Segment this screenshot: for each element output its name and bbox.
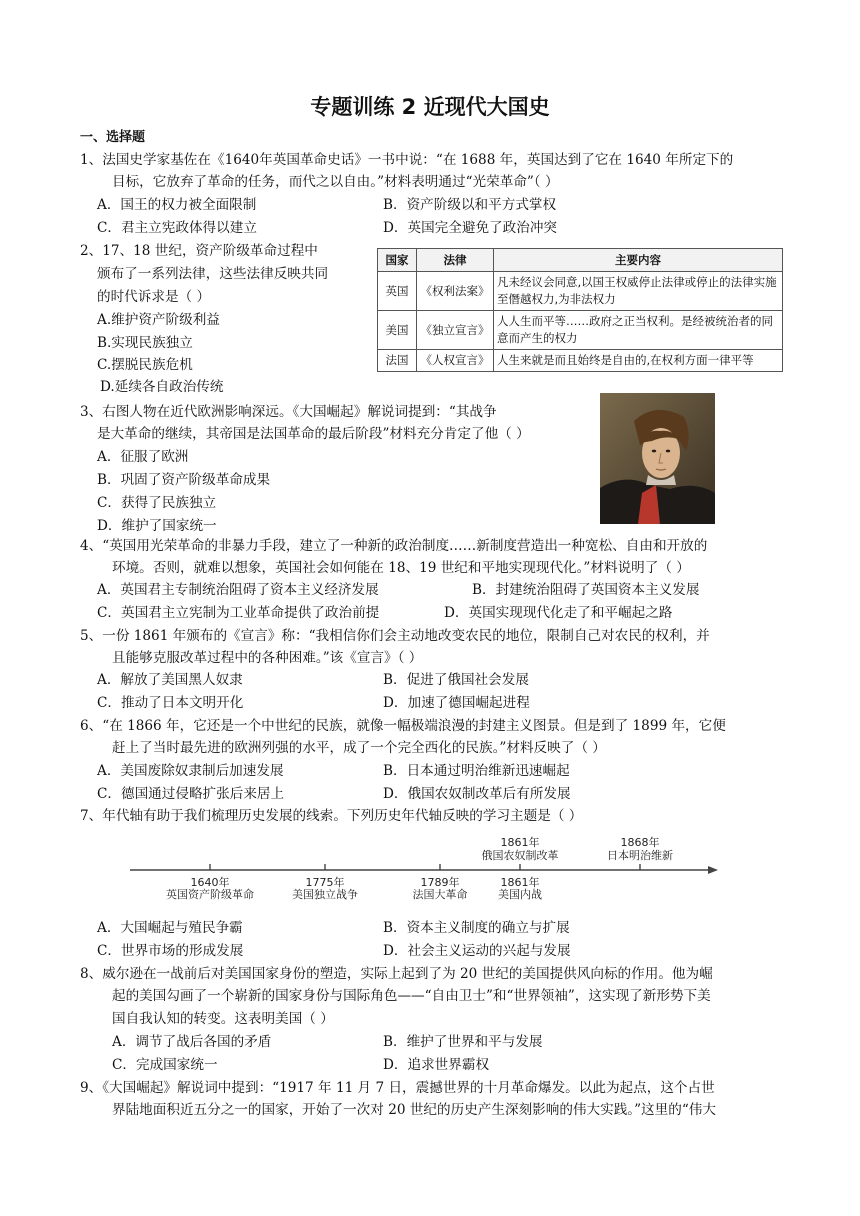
q2-stem-line2: 颁布了一系列法律，这些法律反映共同 xyxy=(97,266,329,282)
row-content: 凡未经议会同意,以国王权威停止法律或停止的法律实施至僭越权力,为非法权力 xyxy=(494,272,783,311)
row-country: 法国 xyxy=(378,350,417,372)
q8-stem-line2: 起的美国勾画了一个崭新的国家身份与国际角色——“自由卫士”和“世界领袖”，这实现了新形势下美 xyxy=(112,988,711,1004)
q2-option-c: C.摆脱民族危机 xyxy=(97,357,193,373)
timeline-year-1789: 1789年 xyxy=(420,876,460,889)
q8-option-a: A．调节了战后各国的矛盾 xyxy=(112,1034,272,1050)
section-heading: 一、选择题 xyxy=(80,130,146,145)
q3-option-d: D．维护了国家统一 xyxy=(97,518,217,534)
q8-stem-line1: 8、威尔逊在一战前后对美国国家身份的塑造，实际上起到了为 20 世纪的美国提供风向标的作用。他为崛 xyxy=(80,966,713,982)
napoleon-portrait xyxy=(600,393,715,524)
q4-option-c: C．英国君主立宪制为工业革命提供了政治前提 xyxy=(97,605,380,621)
q4-stem-line2: 环境。否则，就难以想象，英国社会如何能在 18、19 世纪和平地实现现代化。”材料说明了（ ） xyxy=(112,560,690,576)
q6-option-c: C．德国通过侵略扩张后来居上 xyxy=(97,786,285,802)
q8-option-d: D．追求世界霸权 xyxy=(383,1057,490,1073)
q2-option-d: D.延续各自政治传统 xyxy=(100,379,224,395)
law-table-header xyxy=(378,249,783,272)
row-law: 《人权宣言》 xyxy=(417,350,494,372)
q7-option-d: D．社会主义运动的兴起与发展 xyxy=(383,943,571,959)
q4-stem-line1: 4、“英国用光荣革命的非暴力手段，建立了一种新的政治制度……新制度营造出一种宽松、自由和开放的 xyxy=(80,538,708,554)
q1-option-b: B．资产阶级以和平方式掌权 xyxy=(383,197,557,213)
q8-option-c: C．完成国家统一 xyxy=(112,1057,218,1073)
header-country: 国家 xyxy=(378,249,417,272)
row-content: 人人生而平等……政府之正当权利。是经被统治者的同意而产生的权力 xyxy=(494,311,783,350)
q5-stem-line2: 且能够克服改革过程中的各种困难。”该《宣言》（ ） xyxy=(112,650,423,666)
timeline-event-1861-ru: 俄国农奴制改革 xyxy=(481,849,559,862)
q9-stem-line2: 界陆地面积近五分之一的国家，开始了一次对 20 世纪的历史产生深刻影响的伟大实践。”这里的“伟大 xyxy=(112,1102,716,1118)
q5-stem-line1: 5、一份 1861 年颁布的《宣言》称：“我相信你们会主动地改变农民的地位，限制自己对农民的权利，并 xyxy=(80,628,710,644)
q1-option-c: C．君主立宪政体得以建立 xyxy=(97,220,257,236)
q6-option-d: D．俄国农奴制改革后有所发展 xyxy=(383,786,571,802)
timeline-event-1775: 美国独立战争 xyxy=(292,888,358,901)
q1-stem-line2: 目标，它放弃了革命的任务，而代之以自由。”材料表明通过“光荣革命”（ ） xyxy=(112,174,559,190)
q1-option-d: D．英国完全避免了政治冲突 xyxy=(383,220,558,236)
q5-option-a: A．解放了美国黑人奴隶 xyxy=(97,672,243,688)
row-content: 人生来就是而且始终是自由的,在权利方面一律平等 xyxy=(494,350,783,372)
q6-stem-line2: 赶上了当时最先进的欧洲列强的水平，成了一个完全西化的民族。”材料反映了（ ） xyxy=(112,740,606,756)
row-country: 英国 xyxy=(378,272,417,311)
history-timeline xyxy=(130,830,720,901)
timeline-year-1861-ru: 1861年 xyxy=(500,836,540,849)
q3-stem-line1: 3、右图人物在近代欧洲影响深远。《大国崛起》解说词提到：“其战争 xyxy=(80,404,497,420)
q6-option-a: A．美国废除奴隶制后加速发展 xyxy=(97,763,284,779)
row-country: 美国 xyxy=(378,311,417,350)
row-law: 《权利法案》 xyxy=(417,272,494,311)
q7-option-b: B．资本主义制度的确立与扩展 xyxy=(383,920,570,936)
q7-stem: 7、年代轴有助于我们梳理历史发展的线索。下列历史年代轴反映的学习主题是（ ） xyxy=(80,808,583,824)
q8-option-b: B．维护了世界和平与发展 xyxy=(383,1034,543,1050)
q1-option-a: A．国王的权力被全面限制 xyxy=(97,197,257,213)
timeline-year-1868: 1868年 xyxy=(620,836,660,849)
q2-stem-line1: 2、17、18 世纪，资产阶级革命过程中 xyxy=(80,243,318,259)
timeline-event-1789: 法国大革命 xyxy=(412,888,468,901)
page-title: 专题训练 2 近现代大国史 xyxy=(310,95,550,119)
q2-option-a: A.维护资产阶级利益 xyxy=(97,312,220,328)
table-row xyxy=(378,311,783,350)
q4-option-a: A．英国君主专制统治阻碍了资本主义经济发展 xyxy=(97,582,379,598)
q3-option-b: B．巩固了资产阶级革命成果 xyxy=(97,472,271,488)
timeline-event-1861-us: 美国内战 xyxy=(498,888,542,901)
q5-option-b: B．促进了俄国社会发展 xyxy=(383,672,529,688)
q9-stem-line1: 9、《大国崛起》解说词中提到：“1917 年 11 月 7 日，震撼世界的十月革命爆发。以此为起点，这个占世 xyxy=(80,1080,715,1096)
q7-option-a: A．大国崛起与殖民争霸 xyxy=(97,920,243,936)
q8-stem-line3: 国自我认知的转变。这表明美国（ ） xyxy=(112,1011,334,1027)
timeline-event-1640: 英国资产阶级革命 xyxy=(166,888,254,901)
q2-stem-line3: 的时代诉求是（ ） xyxy=(97,289,211,305)
q1-stem-line1: 1、法国史学家基佐在《1640年英国革命史话》一书中说：“在 1688 年，英国达到了它在 1640 年所定下的 xyxy=(80,152,734,168)
timeline-year-1861-us: 1861年 xyxy=(500,876,540,889)
header-law: 法律 xyxy=(417,249,494,272)
timeline-year-1775: 1775年 xyxy=(305,876,345,889)
q7-option-c: C．世界市场的形成发展 xyxy=(97,943,244,959)
table-row xyxy=(378,350,783,372)
timeline-event-1868: 日本明治维新 xyxy=(607,849,673,862)
q4-option-d: D．英国实现现代化走了和平崛起之路 xyxy=(444,605,673,621)
q2-option-b: B.实现民族独立 xyxy=(97,335,193,351)
q3-option-a: A．征服了欧洲 xyxy=(97,449,189,465)
row-law: 《独立宣言》 xyxy=(417,311,494,350)
q3-option-c: C．获得了民族独立 xyxy=(97,495,217,511)
header-content: 主要内容 xyxy=(494,249,783,272)
table-row xyxy=(378,272,783,311)
q6-stem-line1: 6、“在 1866 年，它还是一个中世纪的民族，就像一幅极端浪漫的封建主义图景。但是到了 1899 年，它便 xyxy=(80,718,726,734)
q6-option-b: B．日本通过明治维新迅速崛起 xyxy=(383,763,570,779)
q5-option-c: C．推动了日本文明开化 xyxy=(97,695,244,711)
law-table xyxy=(377,248,783,372)
timeline-year-1640: 1640年 xyxy=(190,876,230,889)
q4-option-b: B．封建统治阻碍了英国资本主义发展 xyxy=(472,582,700,598)
q5-option-d: D．加速了德国崛起进程 xyxy=(383,695,530,711)
q3-stem-line2: 是大革命的继续，其帝国是法国革命的最后阶段”材料充分肯定了他（ ） xyxy=(97,426,530,442)
